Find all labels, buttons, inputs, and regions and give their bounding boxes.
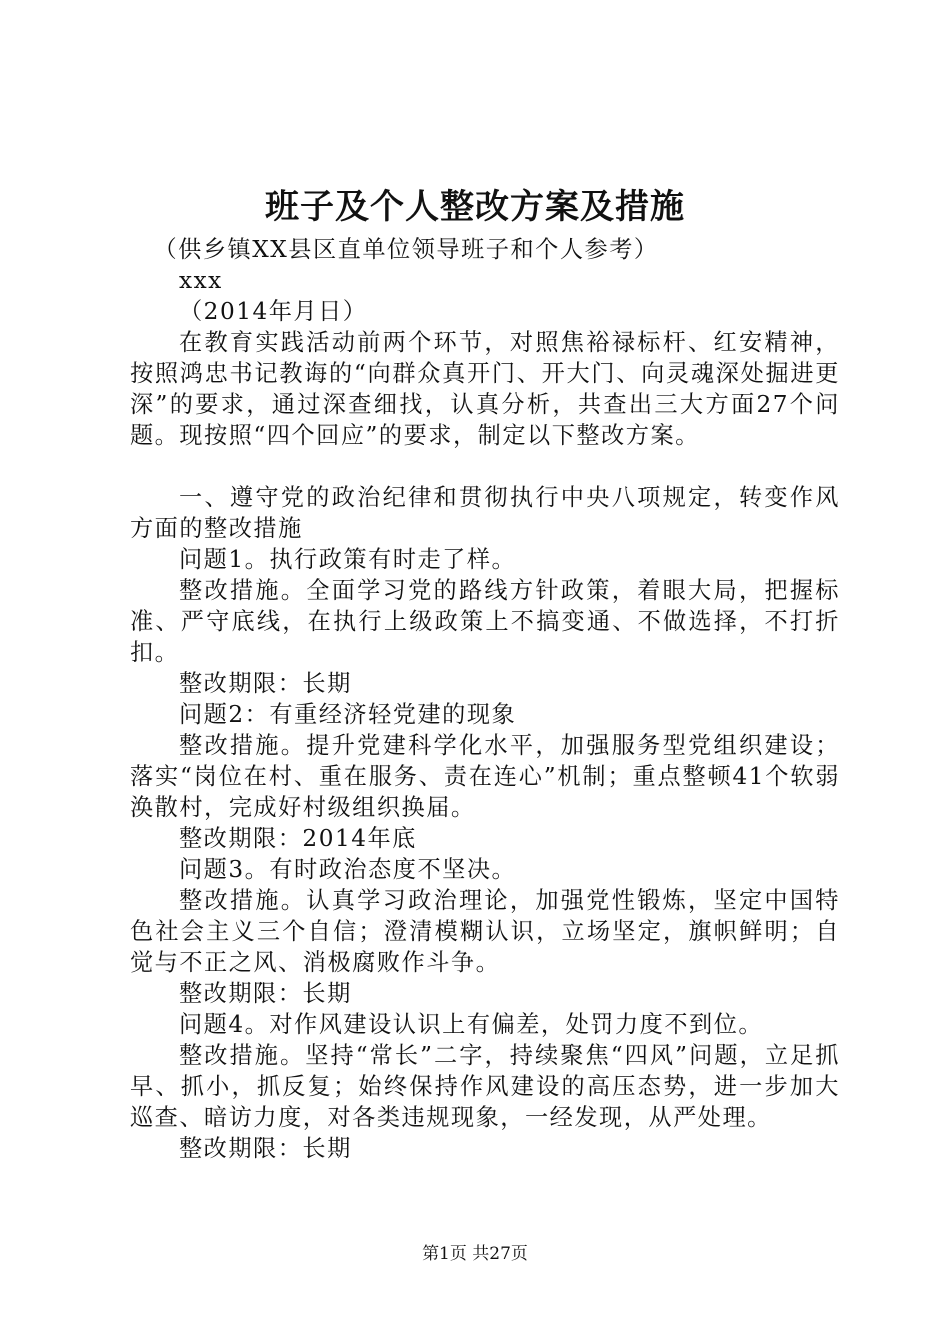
problem-3: 问题3。有时政治态度不坚决。: [179, 856, 517, 883]
deadline-4: 整改期限：长期: [179, 1135, 352, 1162]
deadline-3: 整改期限：长期: [179, 980, 352, 1007]
measure-3: 整改措施。认真学习政治理论，加强党性锻炼，坚定中国特色社会主义三个自信；澄清模糊认识，立场坚定，旗帜鲜明；自觉与不正之风、消极腐败作斗争。: [130, 887, 840, 976]
problem-2: 问题2：有重经济轻党建的现象: [179, 701, 517, 728]
document-date: （2014年月日）: [179, 298, 368, 325]
deadline-1: 整改期限：长期: [179, 670, 352, 697]
paragraph-spacer: [130, 451, 840, 482]
problem-1: 问题1。执行政策有时走了样。: [179, 546, 517, 573]
document-title: 班子及个人整改方案及措施: [265, 187, 685, 227]
intro-paragraph: 在教育实践活动前两个环节，对照焦裕禄标杆、红安精神，按照鸿忠书记教诲的“向群众真开门、开大门、向灵魂深处掘进更深”的要求，通过深查细找，认真分析，共查出三大方面27个问题。现按照“四个回应”的要求，制定以下整改方案。: [130, 329, 840, 449]
section-heading: 一、遵守党的政治纪律和贯彻执行中央八项规定，转变作风方面的整改措施: [130, 484, 840, 542]
document-author: xxx: [179, 267, 223, 294]
document-subtitle: （供乡镇XX县区直单位领导班子和个人参考）: [153, 236, 659, 263]
page-footer: 第1页 共27页: [422, 1244, 528, 1264]
document-body: [130, 234, 840, 1164]
measure-2: 整改措施。提升党建科学化水平，加强服务型党组织建设；落实“岗位在村、重在服务、责在连心”机制；重点整顿41个软弱涣散村，完成好村级组织换届。: [130, 732, 840, 821]
deadline-2: 整改期限：2014年底: [179, 825, 417, 852]
measure-1: 整改措施。全面学习党的路线方针政策，着眼大局，把握标准、严守底线，在执行上级政策上不搞变通、不做选择，不打折扣。: [130, 577, 840, 666]
problem-4: 问题4。对作风建设认识上有偏差，处罚力度不到位。: [179, 1011, 764, 1038]
measure-4: 整改措施。坚持“常长”二字，持续聚焦“四风”问题，立足抓早、抓小，抓反复；始终保持作风建设的高压态势，进一步加大巡查、暗访力度，对各类违规现象，一经发现，从严处理。: [130, 1042, 840, 1131]
